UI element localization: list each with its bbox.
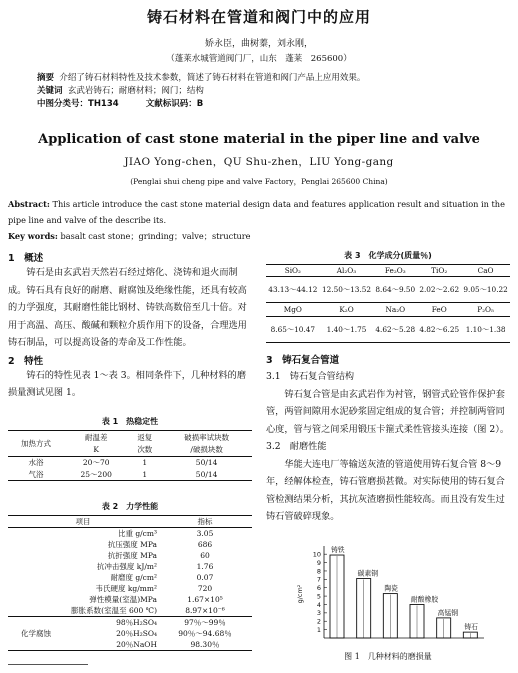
right-column xyxy=(266,352,510,526)
table1-header: 耐温差 xyxy=(84,432,108,442)
y-tick-label: 10 xyxy=(312,550,321,559)
english-abstract-text: This article introduce the cast stone material design data and features application result and situation in the pipe line and valve of the describe its. xyxy=(8,199,505,225)
table3-header: SiO₂ xyxy=(284,266,301,275)
table-cell: 抗冲击强度 kJ/m² xyxy=(96,562,157,571)
table-cell: 8.64～9.50 xyxy=(375,285,416,294)
bar-label: 铸铁 xyxy=(331,546,345,555)
table-cell: 1.40～1.75 xyxy=(326,325,367,334)
table3-header: TiO₂ xyxy=(431,266,448,275)
table-cell: 1 xyxy=(142,458,148,468)
table-cell: 43.13～44.12 xyxy=(268,285,318,294)
y-tick-label: 2 xyxy=(316,617,321,626)
table1-header: 破损率试块数 xyxy=(184,432,230,442)
clc-value: TH134 xyxy=(88,99,119,109)
table-cell: 韦氏硬度 kg/mm² xyxy=(95,584,157,593)
table-cell: 水浴 xyxy=(28,458,44,468)
table-cell: 50/14 xyxy=(195,458,218,468)
english-keywords: basalt cast stone；grinding；valve；structure xyxy=(60,231,251,241)
table-cell: 气浴 xyxy=(28,469,44,479)
table-cell: 686 xyxy=(197,540,213,549)
table-cell: 化学腐蚀 xyxy=(21,629,51,638)
doc-code-value: B xyxy=(196,99,204,109)
table3-header: P₂O₅ xyxy=(477,305,494,314)
table1-header: K xyxy=(93,445,99,455)
table-cell: 4.82～6.25 xyxy=(419,325,460,334)
table3-header: FeO xyxy=(431,305,447,314)
table-cell: 9.05～10.22 xyxy=(463,285,508,294)
section-3-2-text: 华能大连电厂等输送灰渣的管道使用铸石复合管 8～9 年，经解体检查，铸石管磨损甚微。对实际使用的铸石复合管检测结果分析，其抗灰渣磨损性能较高。而且没有发生过铸石管破碎现象。 xyxy=(266,458,505,522)
table3-header: Al₂O₃ xyxy=(336,266,357,275)
bar-label: 陶瓷 xyxy=(384,584,398,593)
table3-header: Na₂O xyxy=(385,305,406,314)
table-cell: 2.02～2.62 xyxy=(419,285,460,294)
bar-label: 耐酸橡胶 xyxy=(411,595,439,604)
left-column xyxy=(8,250,252,402)
y-tick-label: 3 xyxy=(316,609,321,618)
clc-label: 中图分类号： xyxy=(37,99,89,109)
table1 xyxy=(8,430,252,481)
figure1-bar-chart xyxy=(290,538,490,644)
table-cell: 1.67×10⁵ xyxy=(187,595,223,604)
table-cell: 98％H₂SO₄ xyxy=(116,618,157,627)
table-cell: 720 xyxy=(197,584,213,593)
table-cell: 98.30％ xyxy=(190,640,220,649)
footnote-rule xyxy=(8,664,88,665)
table-cell: 20％NaOH xyxy=(116,640,157,649)
english-authors: JIAO Yong-chen，QU Shu-zhen，LIU Yong-gang xyxy=(124,156,394,168)
table1-header: 返复 xyxy=(137,432,153,442)
table3 xyxy=(266,264,510,343)
table2 xyxy=(8,515,252,651)
english-abstract-label: Abstract: xyxy=(8,199,50,209)
table-cell: 50/14 xyxy=(195,469,218,479)
table-cell: 1.76 xyxy=(196,562,214,571)
table2-header: 指标 xyxy=(197,517,213,526)
section-1-text: 铸石是由玄武岩天然岩石经过熔化、浇铸和退火而制成。铸石具有良好的耐磨、耐腐蚀及绝缘性能，还具有较高的力学强度，其耐磨性能比钢材、铸铁高数倍至几十倍。对用于高温、高压、酸碱和颗粒介质作用下的设备，合理选用铸石制品，可以提高设备的寿命及工作性能。 xyxy=(8,267,247,348)
bar-label: 高锰钢 xyxy=(437,608,459,617)
section-3-2-title: 3.2 耐磨性能 xyxy=(266,441,327,452)
doc-code-label: 文献标识码： xyxy=(145,99,197,109)
keywords-label: 关键词 xyxy=(37,86,63,96)
section-1-title: 1 概述 xyxy=(8,253,44,264)
table-cell: 弹性模量(室温)MPa xyxy=(89,595,157,604)
table-cell: 25～200 xyxy=(80,469,112,479)
table1-header: 加热方式 xyxy=(8,431,64,457)
table-cell: 膨胀系数(室温至 600 ℃) xyxy=(71,606,157,615)
table2-header: 项目 xyxy=(75,517,91,526)
table-cell: 20～70 xyxy=(82,458,110,468)
bar-label: 铸石 xyxy=(464,623,478,632)
y-tick-label: 9 xyxy=(316,558,321,567)
table-cell: 抗折强度 MPa xyxy=(107,551,157,560)
table-cell: 20％H₂SO₄ xyxy=(116,629,157,638)
table1-header: 次数 xyxy=(137,445,153,455)
table-cell: 比重 g/cm³ xyxy=(117,529,157,538)
section-3-title: 3 铸石复合管道 xyxy=(266,355,340,366)
table-cell: 60 xyxy=(200,551,210,560)
english-keywords-label: Key words: xyxy=(8,231,58,241)
y-tick-label: 8 xyxy=(316,567,321,576)
abstract-cn xyxy=(37,72,487,111)
table3-header: K₂O xyxy=(339,305,354,314)
table-cell: 3.05 xyxy=(196,529,214,538)
table-cell: 1.10～1.38 xyxy=(465,325,506,334)
table-cell: 8.65～10.47 xyxy=(270,325,316,334)
table3-header: CaO xyxy=(477,266,494,275)
section-3-1-title: 3.1 铸石复合管结构 xyxy=(266,371,355,382)
page-title: 铸石材料在管道和阀门中的应用 xyxy=(146,8,371,26)
table1-header: /破损块数 xyxy=(190,445,223,455)
authors: 娇永臣，曲树蓁，刘永刚， xyxy=(204,39,313,49)
table-cell: 90％～94.68％ xyxy=(178,629,232,638)
table-cell: 0.07 xyxy=(196,573,214,582)
english-title: Application of cast stone material in the piper line and valve xyxy=(38,132,480,147)
y-tick-label: 6 xyxy=(316,584,321,593)
y-tick-label: 7 xyxy=(316,575,321,584)
keywords: 玄武岩铸石；耐磨材料；阀门；结构 xyxy=(67,86,204,96)
y-axis-label: g/cm² xyxy=(296,584,304,604)
table3-header: Fe₂O₃ xyxy=(384,266,406,275)
table-cell: 1 xyxy=(142,469,148,479)
table3-header: MgO xyxy=(283,305,302,314)
table-cell: 12.50～13.52 xyxy=(321,285,372,294)
figure1-caption: 图 1 几种材料的磨损量 xyxy=(344,652,432,661)
section-2-title: 2 特性 xyxy=(8,355,44,367)
table1-caption: 表 1 热稳定性 xyxy=(101,417,159,426)
y-tick-label: 4 xyxy=(316,600,321,609)
table-cell: 4.62～5.28 xyxy=(375,325,416,334)
english-abstract xyxy=(8,196,512,244)
english-affiliation: (Penglai shui cheng pipe and valve Factory，Penglai 265600 China) xyxy=(130,177,388,186)
section-3-1-text: 铸石复合管是由玄武岩作为衬管，钢管式砼管作保护套管，两管间隙用水泥砂浆固定组成的复合管；并控制两管同心度，管与管之间采用锻压卡箍式柔性管接头连接（图 2）。 xyxy=(266,388,510,435)
table-cell: 耐磨度 g/cm² xyxy=(110,573,157,582)
table-cell: 抗压强度 MPa xyxy=(107,540,157,549)
abstract-text: 介绍了铸石材料特性及技术参数，简述了铸石材料在管道和阀门产品上应用效果。 xyxy=(59,73,366,83)
table2-caption: 表 2 力学性能 xyxy=(101,502,159,511)
affiliation: （蓬莱水城管道阀门厂，山东 蓬莱 265600） xyxy=(166,54,352,64)
y-tick-label: 5 xyxy=(316,592,321,601)
table3-caption: 表 3 化学成分(质量％) xyxy=(344,251,432,260)
section-2-text: 铸石的特性见表 1～表 3。相同条件下，几种材料的磨损量测试见图 1。 xyxy=(8,369,247,398)
table-cell: 97％～99％ xyxy=(184,618,226,627)
table-cell: 8.97×10⁻⁶ xyxy=(185,606,225,615)
bar-label: 碳素钢 xyxy=(357,569,379,578)
y-tick-label: 1 xyxy=(316,625,321,634)
abstract-label: 摘要 xyxy=(37,73,55,83)
